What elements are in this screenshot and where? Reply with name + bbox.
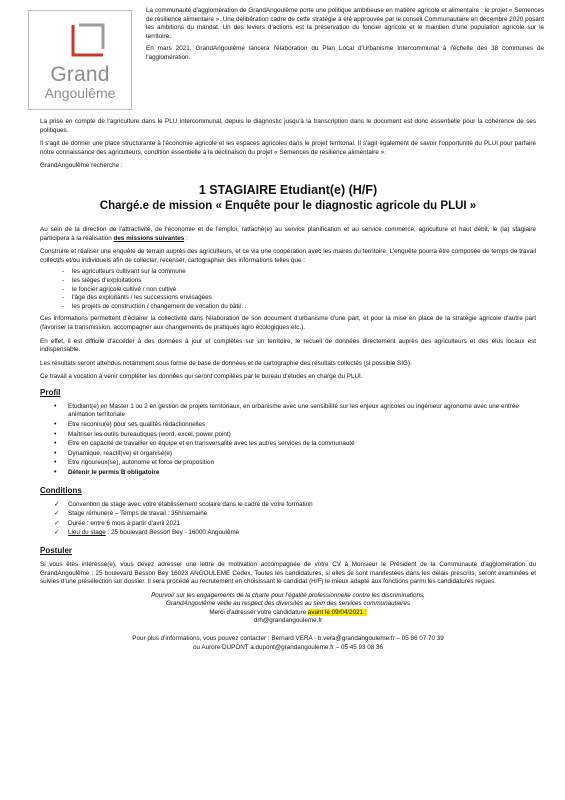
- list-item: • Maîtriser les outils bureautiques (word, excel, power point): [54, 431, 536, 440]
- contact-line-2: ou Aurore DUPONT a.dupont@grandangouleme.fr – 05 45 93 08 36: [192, 643, 384, 651]
- intro-paragraph-2: En mars 2021, GrandAngoulême lancera l'élaboration du Plan Local d'Urbanisme Intercommunal à l'échelle des 38 communes de l'agglomération.: [146, 45, 544, 61]
- list-item: ✓ Convention de stage avec votre établissement scolaire dans le cadre de votre formation: [54, 501, 536, 510]
- email-link[interactable]: drh@grandangouleme.fr: [253, 617, 323, 624]
- intro-paragraph-1: La communauté d'agglomération de GrandAngoulême porte une politique ambitieuse en matière agricole et alimentaire : le projet « Semences de résilience alimentaire ». Une délibération cadre de cette stratégie a été approuvée par le conseil Communautaire en décembre 2020 posant les ambitions du mandat. Un des leviers d'actions est la préservation du foncier agricole et le maintien d'une population agricole sur le territoire.: [146, 7, 544, 40]
- paragraph-recherche: GrandAngoulême recherche :: [40, 162, 123, 170]
- deadline-line: [40, 609, 536, 617]
- logo-text-angouleme: Angoulême: [44, 85, 116, 101]
- list-item: [54, 529, 536, 538]
- paragraph-plui: La prise en compte de l'agriculture dans le PLU intercommunal, depuis le diagnostic jusqu'à la transcription dans le document est donc essentielle pour la cohérence de ses politiques.: [40, 118, 536, 134]
- list-item: ✓ Durée : entre 6 mois à partir d'avril 2021: [54, 520, 536, 529]
- contact-block: [40, 635, 536, 652]
- conditions-list: [40, 501, 536, 538]
- deadline-text: Merci d'adresser votre candidature: [209, 608, 308, 616]
- job-subtitle: Chargé.e de mission « Enquête pour le diagnostic agricole du PLUI »: [99, 199, 477, 212]
- list-item: - l'âge des exploitants / les successions envisagées: [62, 294, 536, 303]
- list-item: - le foncier agricole cultivé / non cultivé: [62, 286, 536, 295]
- missions-underlined: des missions suivantes: [113, 234, 185, 242]
- contact-line-1: Pour plus d'informations, vous pouvez contacter : Bernard VERA - b.vera@grandangouleme.fr – 05 86 07 70 39: [132, 635, 444, 643]
- paragraph-effet: En effet, il est difficile d'accéder à des données à jour et complètes sur un territoire, le recueil de données directement auprès des agriculteurs et des élus locaux est indispensable.: [40, 337, 536, 354]
- list-item: - les projets de construction / changement de vocation du bâti/. .: [62, 303, 536, 312]
- list-item: • Dynamique, réactif(ve) et organisé(e): [54, 450, 536, 459]
- profil-list: [40, 403, 536, 478]
- logo-text-grand: Grand: [50, 63, 110, 86]
- charte-line-2: GrandAngoulême veille au respect des diversités au sein des services communautaires: [166, 600, 410, 608]
- paragraph-informations: Ces informations permettent d'éclairer la collectivité dans l'élaboration de son document d'urbanisme d'une part, et pour la mise en place de la stratégie agricole d'autre part (favoriser la transmission, accompagner aux changements de pratiques agro écologiques etc.).: [40, 315, 536, 331]
- list-item: ✓ Stage rémunéré – Temps de travail : 35h/semaine: [54, 510, 536, 519]
- paragraph-enquete: Construire et réaliser une enquête de terrain auprès des agriculteurs, et ce via une coopération avec les maires du territoire. L'enquête pourra être composée de temps de travail collectifs et/ou individuels afin de collecter, recenser, cartographier des informations telles que :: [40, 248, 536, 264]
- charte-line-1: Pourvoir sur les engagements de la charte pour l'égalité professionnelle contre les discriminations,: [151, 591, 425, 599]
- paragraph-missions: [40, 226, 536, 243]
- list-item: • Détenir le permis B obligatoire: [54, 469, 536, 478]
- list-item: - les agriculteurs cultivant sur la commune: [62, 268, 536, 277]
- list-item: • Etre rigoureux(se), autonome et force de proposition: [54, 459, 536, 468]
- paragraph-postuler: Si vous êtes intéressé(e), vous devez adresser une lettre de motivation accompagnée de votre CV à Monsieur le Président de la Communauté d'agglomération du GrandAngoulême : 25 boulevard Besson Bey 16023 ANGOULEME Cedex. Toutes les candidatures, si elles se sont manifestées dans les délais prescrits, seront examinées et suivies d'une présélection sur dossier. Il sera procédé au recrutement en choisissant le candidat (H/F) le mieux adapté aux fonctions parmi les candidatures reçues.: [40, 561, 536, 586]
- paragraph-economie: Il s'agit de donner une place structurante à l'économie agricole et les espaces agricoles dans le projet territorial. Il s'agit également de savoir l'opportunité du PLUI pour parfaire notre connaissance des agriculteurs, condition essentielle à la déclinaison du projet « Semences de résilience alimentaire ».: [40, 140, 536, 156]
- section-heading-postuler: Postuler: [40, 546, 73, 555]
- job-title: 1 STAGIAIRE Etudiant(e) (H/F): [198, 182, 378, 197]
- lieu-label: Lieu du stage: [68, 529, 106, 537]
- grandangouleme-logo: [28, 10, 132, 110]
- paragraph-vocation: Ce travail a vocation à venir compléter les données qui seront compilées par le bureau d'études en charge du PLUI.: [40, 373, 363, 381]
- info-list: [40, 268, 536, 311]
- list-item: - les sièges d'exploitations: [62, 277, 536, 286]
- deadline-highlight: avant le 09/04/2021 :: [307, 608, 367, 616]
- lieu-value: : 25 boulevard Besson Bey - 16000 Angoulême: [105, 529, 240, 537]
- body-block: [40, 118, 536, 652]
- paragraph-resultats: Les résultats seront attendus notamment sous forme de base de données et de cartographie des résultats collectés (si possible SIG).: [40, 359, 412, 367]
- section-heading-profil: Profil: [40, 387, 61, 397]
- missions-text: Au sein de la direction de l'attractivité, de l'économie et de l'emploi, rattaché(e) au service planification et au service commerce, agriculture et haut débit, le (la) stagiaire participera à la réalisation: [40, 225, 536, 242]
- intro-block: [146, 7, 544, 67]
- section-heading-conditions: Conditions: [40, 485, 82, 495]
- list-item: • Etre reconnu(e) pour ses qualités rédactionnelles: [54, 421, 536, 430]
- missions-colon: :: [184, 234, 188, 242]
- list-item: • Etre en capacité de travailler en équipe et en transversalité avec les autres services de la communauté: [54, 440, 536, 449]
- list-item: • Etudiant(e) en Master 1 ou 2 en gestion de projets territoriaux, en urbanisme avec une sensibilité sur les enjeux agricoles ou ingénieur agronome avec une entrée animation territoriale: [54, 403, 536, 420]
